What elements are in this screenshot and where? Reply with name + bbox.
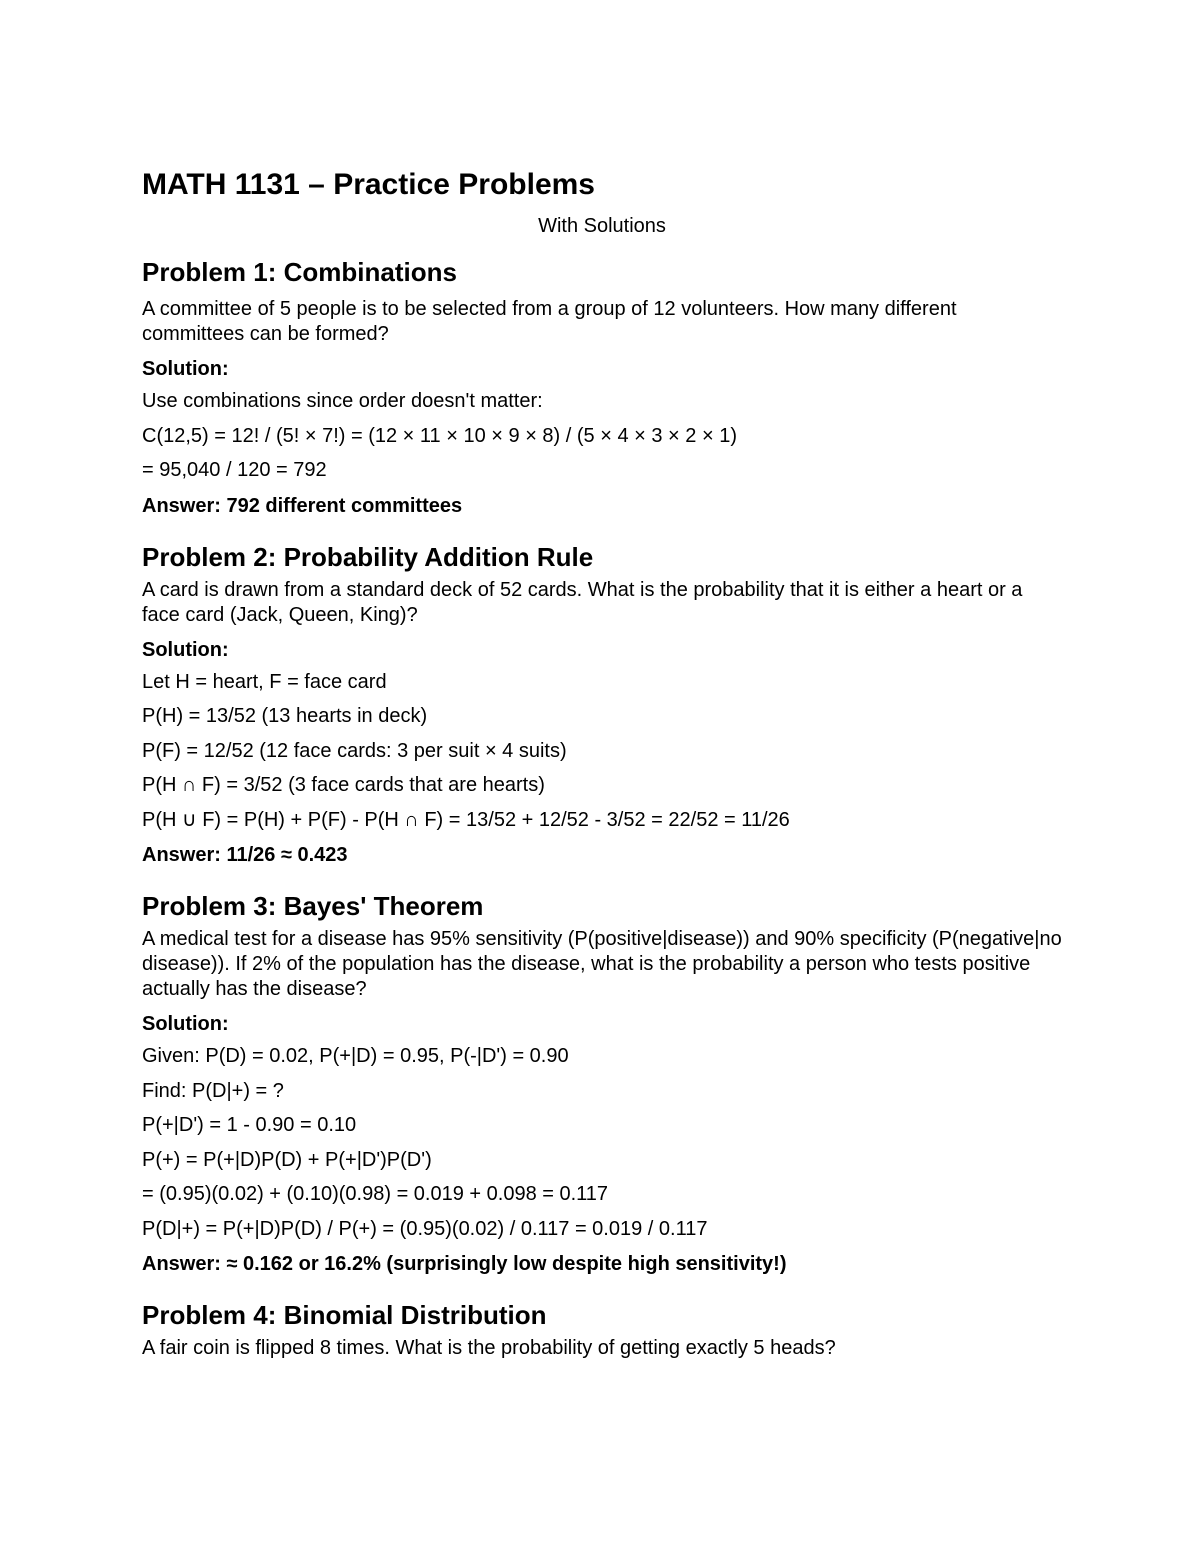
solution-label: Solution: — [142, 358, 229, 380]
answer-text: Answer: 11/26 ≈ 0.423 — [142, 844, 348, 866]
solution-line: P(F) = 12/52 (12 face cards: 3 per suit × 4 suits) — [142, 739, 567, 762]
problem-heading: Problem 4: Binomial Distribution — [142, 1300, 547, 1330]
solution-line: P(+) = P(+|D)P(D) + P(+|D')P(D') — [142, 1148, 432, 1171]
solution-line: Find: P(D|+) = ? — [142, 1079, 284, 1102]
solution-line: Use combinations since order doesn't matter: — [142, 390, 543, 412]
solution-label: Solution: — [142, 1013, 229, 1035]
solution-line: C(12,5) = 12! / (5! × 7!) = (12 × 11 × 10 × 9 × 8) / (5 × 4 × 3 × 2 × 1) — [142, 424, 737, 447]
problem-question: A medical test for a disease has 95% sensitivity (P(positive|disease)) and 90% specificity (P(negative|no disease)). If 2% of the population has the disease, what is the probability a person who tests positive actually has the disease? — [142, 928, 1062, 1000]
solution-line: = (0.95)(0.02) + (0.10)(0.98) = 0.019 + 0.098 = 0.117 — [142, 1183, 609, 1205]
solution-line: Given: P(D) = 0.02, P(+|D) = 0.95, P(-|D') = 0.90 — [142, 1045, 569, 1067]
document-subtitle: With Solutions — [538, 215, 666, 237]
problem-4 — [142, 1297, 1062, 1361]
solution-line: P(H ∩ F) = 3/52 (3 face cards that are hearts) — [142, 774, 545, 796]
problem-question: A committee of 5 people is to be selected from a group of 12 volunteers. How many different committees can be formed? — [142, 298, 957, 345]
solution-line: P(+|D') = 1 - 0.90 = 0.10 — [142, 1114, 357, 1136]
solution-line: Let H = heart, F = face card — [142, 670, 387, 693]
problem-1 — [142, 254, 1062, 521]
problem-heading: Problem 3: Bayes' Theorem — [142, 891, 484, 921]
answer-text: Answer: ≈ 0.162 or 16.2% (surprisingly low despite high sensitivity!) — [142, 1253, 787, 1275]
problem-question: A fair coin is flipped 8 times. What is the probability of getting exactly 5 heads? — [142, 1337, 836, 1359]
document-title: MATH 1131 – Practice Problems — [142, 168, 595, 201]
solution-label: Solution: — [142, 638, 229, 661]
solution-line: P(D|+) = P(+|D)P(D) / P(+) = (0.95)(0.02) / 0.117 = 0.019 / 0.117 — [142, 1217, 708, 1240]
problem-2 — [142, 539, 1062, 871]
solution-line: P(H ∪ F) = P(H) + P(F) - P(H ∩ F) = 13/52 + 12/52 - 3/52 = 22/52 = 11/26 — [142, 808, 790, 831]
problem-question: A card is drawn from a standard deck of 52 cards. What is the probability that it is either a heart or a face card (Jack, Queen, King)? — [142, 578, 1023, 626]
problem-3 — [142, 888, 1062, 1279]
problem-heading: Problem 2: Probability Addition Rule — [142, 541, 594, 572]
document-content — [142, 163, 1062, 1361]
solution-line: = 95,040 / 120 = 792 — [142, 459, 327, 481]
solution-line: P(H) = 13/52 (13 hearts in deck) — [142, 705, 428, 727]
answer-text: Answer: 792 different committees — [142, 494, 463, 517]
problem-heading: Problem 1: Combinations — [142, 257, 457, 287]
